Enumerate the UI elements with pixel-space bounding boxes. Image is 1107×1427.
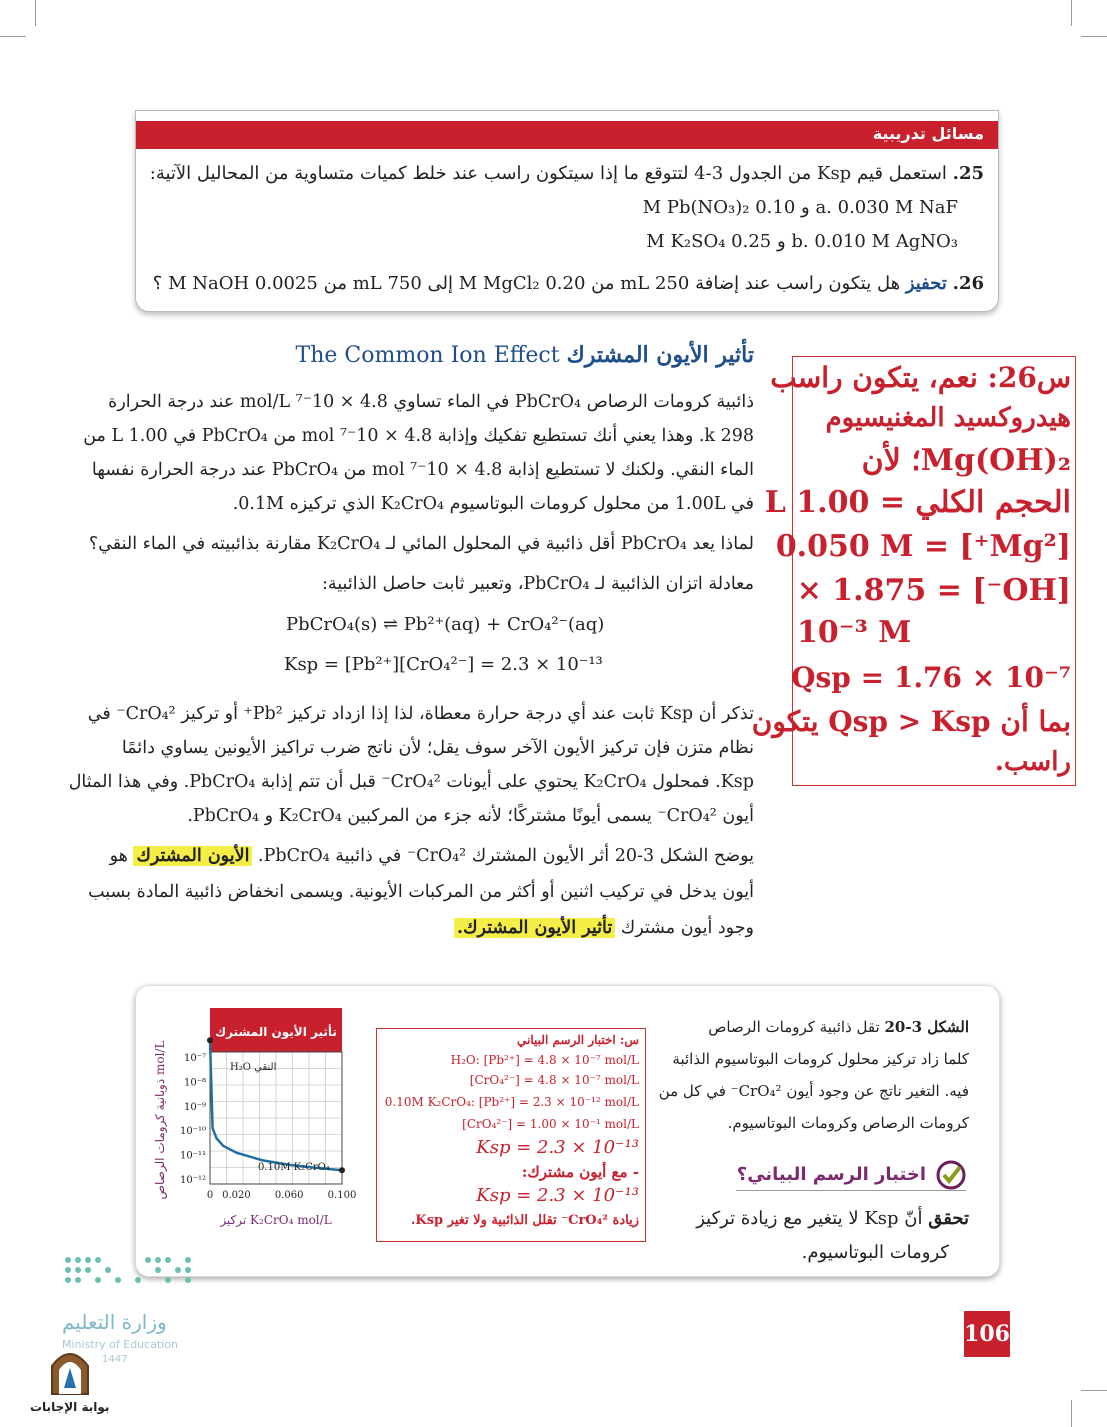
figure-caption-line: فيه. التغير ناتج عن وجود أيون CrO₄²⁻ في كل من bbox=[658, 1082, 969, 1100]
paragraph-line: نظام متزن فإن تركيز الأيون الآخر سوف يقل؛ لأن ناتج ضرب تراكيز الأيونين يساوي دائمًا bbox=[121, 738, 754, 758]
paragraph-line bbox=[110, 846, 754, 866]
paragraph-line: ذائبية كرومات الرصاص PbCrO₄ في الماء تساوي 4.8 × 10⁻⁷ mol/L عند درجة الحرارة bbox=[108, 392, 754, 412]
answer-line: زيادة CrO₄²⁻ تقلل الذائبية ولا تغير Ksp. bbox=[410, 1213, 639, 1228]
figure-box bbox=[135, 985, 1000, 1277]
crop-mark bbox=[1071, 1400, 1072, 1427]
x-tick-label: 0.100 bbox=[327, 1190, 357, 1201]
answer-line: [CrO₄²⁻] = 1.00 × 10⁻¹ mol/L bbox=[462, 1117, 639, 1131]
paragraph-text: وجود أيون مشترك bbox=[620, 918, 754, 938]
ministry-name-en: Ministry of Education bbox=[62, 1338, 179, 1351]
paragraph-line: معادلة اتزان الذائبية لـ PbCrO₄، وتعبير ثابت حاصل الذائبية: bbox=[322, 574, 754, 594]
section-heading bbox=[295, 342, 754, 378]
answer-line: Mg(OH)₂؛ لأن bbox=[861, 443, 1071, 478]
paragraph-line: 298 k. وهذا يعني أنك تستطيع تفكيك وإذابة 4.8 × 10⁻⁷ mol من PbCrO₄ في 1.00 L من bbox=[83, 426, 754, 446]
answer-line: - مع أيون مشترك: bbox=[521, 1163, 639, 1181]
answer-line: الحجم الكلي = 1.00 L bbox=[764, 485, 1071, 520]
paragraph-line: تذكر أن Ksp ثابت عند أي درجة حرارة معطاة، لذا إذا ازداد تركيز Pb²⁺ أو تركيز CrO₄²⁻ في bbox=[87, 704, 754, 724]
paragraph-line: لماذا يعد PbCrO₄ أقل ذائبية في المحلول المائي لـ K₂CrO₄ مقارنة بذائبيته في الماء النقي؟ bbox=[88, 534, 754, 554]
y-tick-label: 10⁻⁷ bbox=[183, 1052, 206, 1064]
data-point-water bbox=[207, 1037, 213, 1043]
ministry-logo bbox=[62, 1250, 212, 1365]
y-tick-label: 10⁻⁹ bbox=[183, 1101, 206, 1113]
section-title-ar: تأثير الأيون المشترك bbox=[566, 342, 754, 368]
highlight-term: تأثير الأيون المشترك. bbox=[454, 918, 615, 938]
answer-line: Ksp = 2.3 × 10⁻¹³ bbox=[476, 1137, 639, 1158]
y-tick-label: 10⁻¹¹ bbox=[179, 1150, 206, 1162]
y-tick-label: 10⁻⁸ bbox=[183, 1077, 206, 1089]
crop-mark bbox=[1081, 36, 1107, 37]
figure-caption-line: كرومات الرصاص وكرومات البوتاسيوم. bbox=[727, 1114, 969, 1132]
crop-mark bbox=[0, 36, 26, 37]
x-tick-label: 0 bbox=[206, 1190, 214, 1201]
mosque-icon bbox=[48, 1348, 92, 1396]
paragraph-line: الماء النقي. ولكنك لا تستطيع إذابة 4.8 × 10⁻⁷ mol من PbCrO₄ عند درجة الحرارة نفسها bbox=[91, 460, 754, 480]
x-tick-label: 0.020 bbox=[222, 1190, 251, 1201]
y-axis-ticks bbox=[180, 1053, 206, 1186]
equilibrium-equation: PbCrO₄(s) ⇌ Pb²⁺(aq) + CrO₄²⁻(aq) bbox=[286, 614, 605, 635]
crop-mark bbox=[1071, 0, 1072, 26]
annotation-water: H₂O النقي bbox=[230, 1062, 277, 1073]
answer-line: راسب. bbox=[994, 747, 1071, 777]
graph-check-title: اختبار الرسم البياني؟ bbox=[736, 1164, 926, 1185]
answer-line: [CrO₄²⁻] = 4.8 × 10⁻⁷ mol/L bbox=[469, 1073, 639, 1087]
ministry-name-ar: وزارة التعليم bbox=[62, 1310, 167, 1334]
answer-box bbox=[751, 356, 1076, 786]
answer-line: [Mg²⁺] = 0.050 M bbox=[775, 529, 1071, 564]
ksp-expression: Ksp = [Pb²⁺][CrO₄²⁻] = 2.3 × 10⁻¹³ bbox=[284, 654, 603, 675]
x-tick-label: 0.060 bbox=[274, 1190, 304, 1201]
question-number: 26. bbox=[952, 273, 984, 294]
practice-title: مسائل تدريبية bbox=[872, 124, 984, 143]
x-axis-label: تركيز K₂CrO₄ mol/L bbox=[220, 1213, 332, 1227]
practice-header bbox=[136, 121, 998, 149]
chart-title: تأثير الأيون المشترك bbox=[215, 1025, 337, 1039]
portal-name: بوابة الإجابات bbox=[30, 1400, 110, 1414]
y-tick-label: 10⁻¹⁰ bbox=[179, 1126, 206, 1138]
data-point-k2cro4 bbox=[339, 1167, 345, 1173]
crop-mark bbox=[1081, 1390, 1107, 1391]
practice-problems-box bbox=[135, 110, 999, 312]
answer-line: [OH⁻] = 1.875 × bbox=[796, 573, 1071, 608]
question-number: 25. bbox=[952, 163, 984, 184]
checkmark-icon bbox=[936, 1160, 966, 1190]
question-26 bbox=[153, 273, 984, 294]
answer-line: H₂O: [Pb²⁺] = 4.8 × 10⁻⁷ mol/L bbox=[450, 1053, 639, 1067]
paragraph-line: أيون CrO₄²⁻ يسمى أيونًا مشتركًا؛ لأنه جزء من المركبين K₂CrO₄ و PbCrO₄. bbox=[187, 806, 754, 826]
portal-logo bbox=[30, 1348, 110, 1420]
question-25-a: a. 0.030 M NaF و 0.10 M Pb(NO₃)₂ bbox=[642, 197, 958, 218]
figure-caption-title: الشكل 3-20 bbox=[884, 1018, 969, 1036]
annotation-k2cro4: 0.10M K₂CrO₄ bbox=[258, 1162, 330, 1173]
paragraph-line: في 1.00L من محلول كرومات البوتاسيوم K₂CrO₄ الذي تركيزه 0.1M. bbox=[232, 494, 754, 514]
answer-line: Ksp = 2.3 × 10⁻¹³ bbox=[476, 1185, 639, 1206]
answer-line: بما أن Qsp > Ksp يتكون bbox=[751, 705, 1071, 738]
answer-line: 0.10M K₂CrO₄: [Pb²⁺] = 2.3 × 10⁻¹² mol/L bbox=[384, 1095, 639, 1109]
divider bbox=[736, 1190, 966, 1191]
crop-mark bbox=[35, 0, 36, 26]
paragraph-text: هو bbox=[109, 846, 128, 866]
check-line bbox=[696, 1208, 969, 1229]
graph-check bbox=[726, 1162, 976, 1190]
figure-caption-line bbox=[708, 1018, 969, 1036]
answer-line: هيدروكسيد المغنيسيوم bbox=[825, 403, 1071, 433]
challenge-label: تحفيز bbox=[905, 273, 947, 294]
x-axis-ticks bbox=[207, 1190, 357, 1201]
check-text: أنّ Ksp لا يتغير مع زيادة تركيز bbox=[696, 1208, 923, 1229]
paragraph-line bbox=[454, 918, 754, 938]
y-tick-label: 10⁻¹² bbox=[179, 1175, 206, 1187]
page-number: 106 bbox=[964, 1311, 1010, 1357]
graph-answer-box bbox=[376, 1028, 646, 1242]
figure-caption-text: تقل ذائبية كرومات الرصاص bbox=[708, 1018, 880, 1036]
question-25-b: b. 0.010 M AgNO₃ و 0.25 M K₂SO₄ bbox=[646, 231, 958, 252]
solubility-chart bbox=[146, 1000, 376, 1270]
section-title-en: The Common Ion Effect bbox=[295, 343, 560, 368]
answer-line: س26: نعم، يتكون راسب bbox=[770, 361, 1071, 394]
paragraph-line: Ksp. فمحلول K₂CrO₄ يحتوي على أيونات CrO₄²⁻ قبل أن تتم إذابة PbCrO₄. وفي هذا المثال bbox=[68, 772, 754, 792]
answer-line: Qsp = 1.76 × 10⁻⁷ bbox=[791, 661, 1071, 694]
ministry-year: 1447 bbox=[102, 1354, 128, 1365]
question-25 bbox=[150, 163, 984, 184]
y-axis-label: ذوبانية كرومات الرصاص mol/L bbox=[153, 1040, 167, 1200]
answer-line: 10⁻³ M bbox=[797, 615, 912, 650]
answer-line: س: اختبار الرسم البياني bbox=[517, 1033, 639, 1047]
check-label: تحقق bbox=[928, 1208, 969, 1229]
paragraph-line: أيون يدخل في تركيب اثنين أو أكثر من المركبات الأيونية. ويسمى انخفاض ذائبية المادة بسبب bbox=[88, 882, 754, 902]
paragraph-text: يوضح الشكل 3-20 أثر الأيون المشترك CrO₄²⁻ في ذائبية PbCrO₄. bbox=[258, 846, 754, 866]
dots-logo-icon bbox=[62, 1250, 202, 1294]
figure-caption-line: كلما زاد تركيز محلول كرومات البوتاسيوم الذائبة bbox=[672, 1050, 969, 1068]
highlight-term: الأيون المشترك bbox=[133, 846, 252, 866]
question-text: هل يتكون راسب عند إضافة 250 mL من 0.20 M MgCl₂ إلى 750 mL من 0.0025 M NaOH ؟ bbox=[152, 273, 901, 294]
check-line: كرومات البوتاسيوم. bbox=[801, 1242, 949, 1263]
question-text: استعمل قيم Ksp من الجدول 3-4 لتتوقع ما إذا سيتكون راسب عند خلط كميات متساوية من المحاليل الآتية: bbox=[149, 163, 947, 184]
